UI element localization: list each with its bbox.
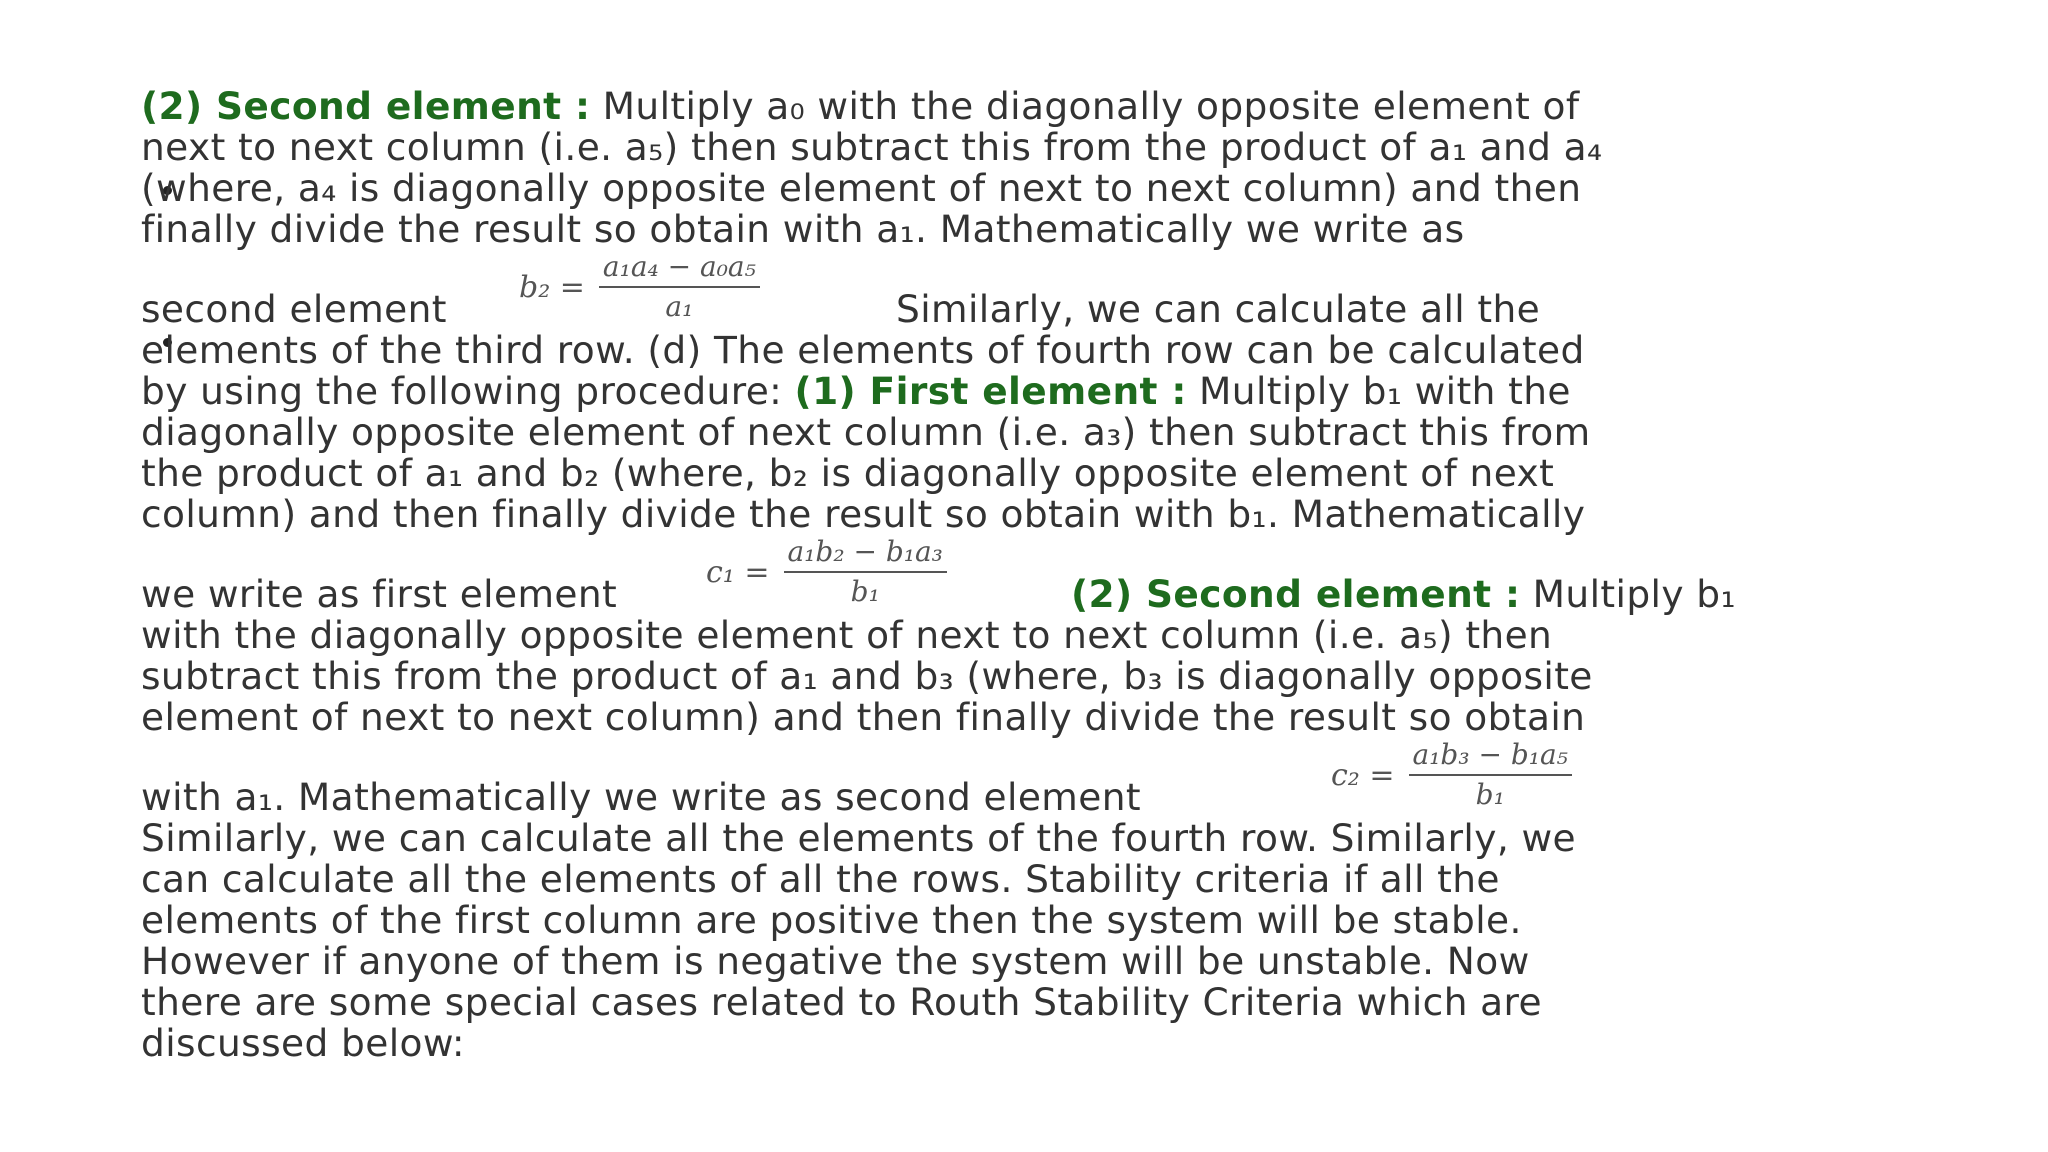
formula-b2: [519, 250, 760, 324]
text-line: However if anyone of them is negative the system will be unstable. Now: [141, 939, 1530, 983]
text-line: [141, 86, 1931, 127]
heading-second-element: (2) Second element :: [1071, 572, 1521, 616]
text-line: element of next to next column) and then finally divide the result so obtain: [141, 695, 1586, 739]
text-line: elements of the first column are positive then the system will be stable.: [141, 898, 1522, 942]
text-span: second element: [141, 287, 447, 331]
formula-lhs: c₁ =: [706, 554, 770, 590]
fraction-denominator: b₁: [850, 575, 880, 608]
text-line: subtract this from the product of a₁ and b₃ (where, b₃ is diagonally opposite: [141, 654, 1593, 698]
text-line: elements of the third row. (d) The elements of fourth row can be calculated: [141, 328, 1585, 372]
text-span: by using the following procedure:: [141, 369, 795, 413]
text-line: column) and then finally divide the result so obtain with b₁. Mathematically: [141, 492, 1586, 536]
formula-line-c2: [141, 738, 1931, 818]
formula-lhs: b₂ =: [519, 269, 585, 305]
fraction-denominator: a₁: [665, 290, 694, 323]
heading-first-element: (1) First element :: [794, 369, 1187, 413]
text-line: (where, a₄ is diagonally opposite element of next to next column) and then: [141, 166, 1582, 210]
fraction-numerator: a₁b₃ − b₁a₅: [1409, 738, 1572, 776]
formula-line-b2: [141, 250, 1931, 330]
formula-c1: [706, 535, 947, 609]
text-span: Similarly, we can calculate all the: [896, 287, 1541, 331]
fraction-numerator: a₁b₂ − b₁a₃: [784, 535, 947, 573]
text-line: Similarly, we can calculate all the elements of the fourth row. Similarly, we: [141, 816, 1576, 860]
body-text-block: [141, 86, 1931, 1064]
text-line: with the diagonally opposite element of next to next column (i.e. a₅) then: [141, 613, 1553, 657]
text-line: the product of a₁ and b₂ (where, b₂ is diagonally opposite element of next: [141, 451, 1555, 495]
fraction: [1409, 738, 1572, 812]
text-span: with a₁. Mathematically we write as second element: [141, 775, 1141, 819]
text-span: [1071, 574, 1736, 615]
text-line: [141, 371, 1931, 412]
text-span: Multiply b₁ with the: [1186, 369, 1571, 413]
heading-second-element: (2) Second element :: [141, 84, 591, 128]
text-line: can calculate all the elements of all the rows. Stability criteria if all the: [141, 857, 1500, 901]
text-line: there are some special cases related to Routh Stability Criteria which are: [141, 980, 1543, 1024]
formula-line-c1: [141, 535, 1931, 615]
text-line: next to next column (i.e. a₅) then subtract this from the product of a₁ and a₄: [141, 125, 1603, 169]
fraction-denominator: b₁: [1475, 778, 1505, 811]
formula-lhs: c₂ =: [1331, 757, 1395, 793]
formula-c2: [1331, 738, 1572, 812]
text-line: discussed below:: [141, 1021, 465, 1065]
fraction-numerator: a₁a₄ − a₀a₅: [599, 250, 760, 288]
text-span: Multiply a₀ with the diagonally opposite element of: [590, 84, 1580, 128]
fraction: [599, 250, 760, 324]
text-span: we write as first element: [141, 572, 618, 616]
text-line: finally divide the result so obtain with a₁. Mathematically we write as: [141, 207, 1465, 251]
fraction: [784, 535, 947, 609]
text-line: diagonally opposite element of next column (i.e. a₃) then subtract this from: [141, 410, 1591, 454]
text-span: Multiply b₁: [1520, 572, 1736, 616]
